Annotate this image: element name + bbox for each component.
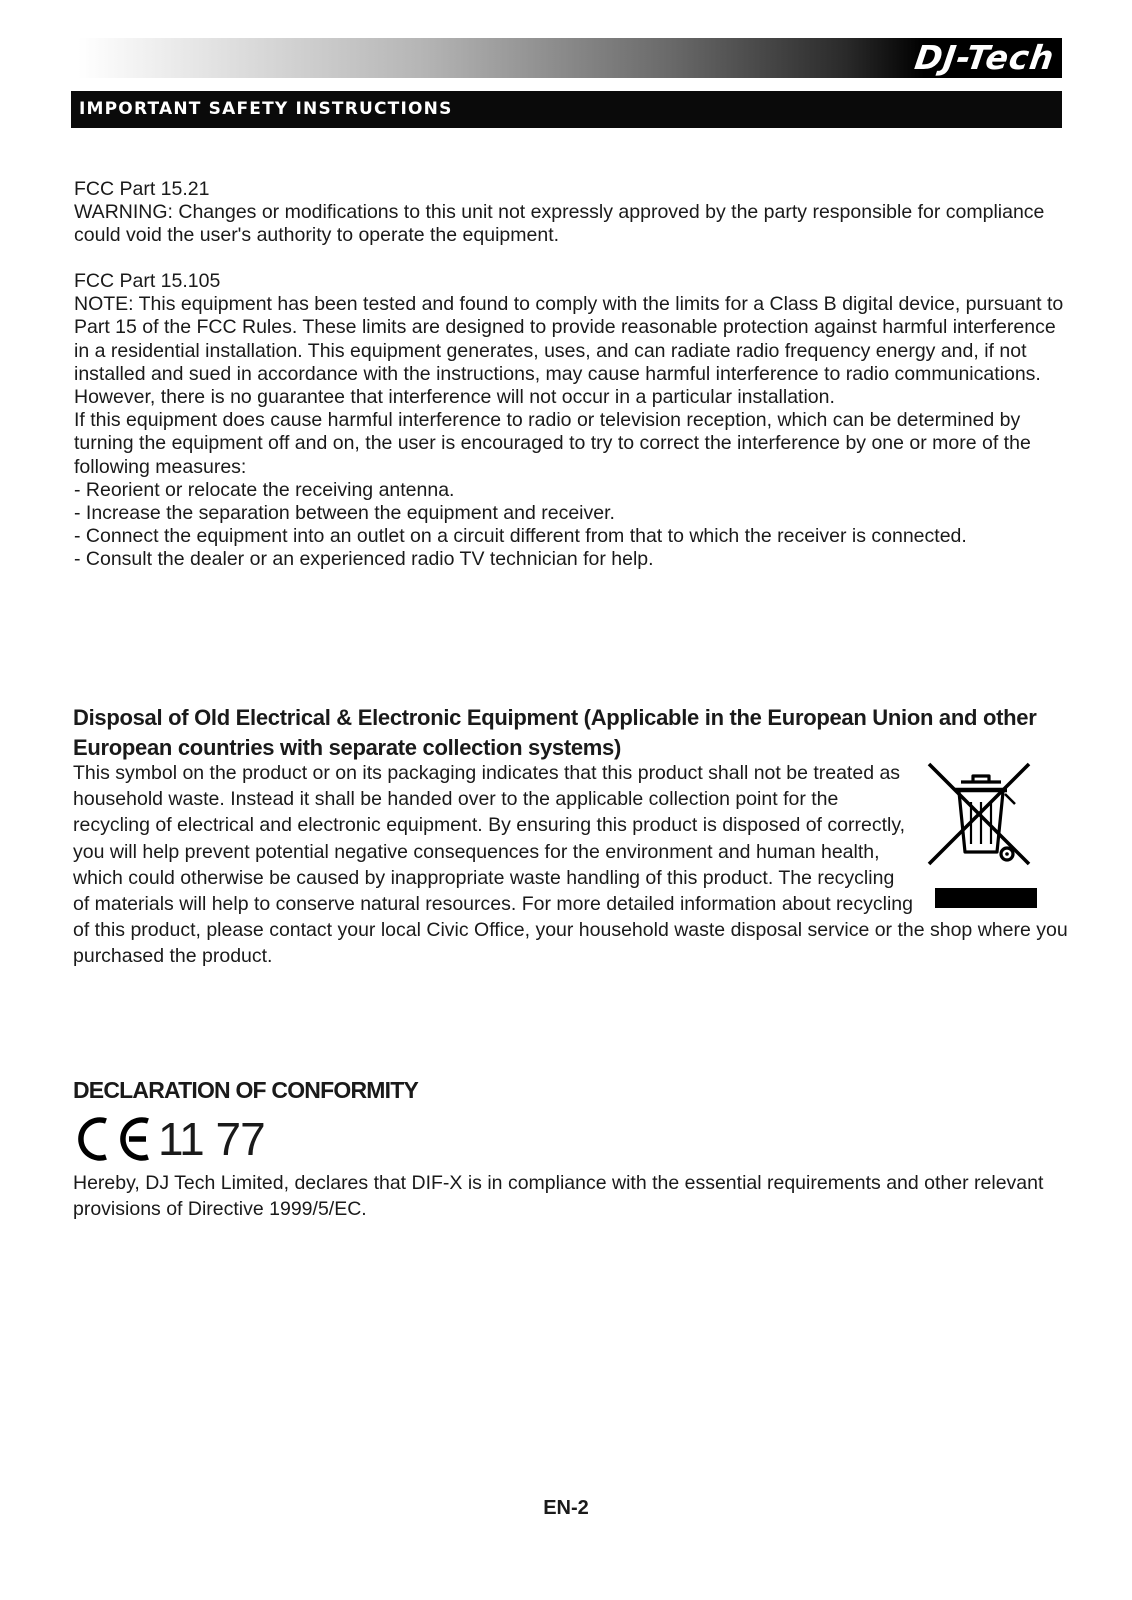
disposal-section (73, 760, 1073, 970)
ce-marking (72, 1112, 265, 1166)
fcc-measure-item: - Increase the separation between the equipment and receiver. (74, 502, 615, 525)
declaration-body: Hereby, DJ Tech Limited, declares that DIF-X is in compliance with the essential requirements and other relevant provisions of Directive 1999/5/EC. (73, 1172, 1044, 1220)
ce-notified-body-number: 11 77 (158, 1113, 265, 1165)
fcc-part-15-105-section (74, 270, 1064, 572)
fcc-15-105-note: NOTE: This equipment has been tested and found to comply with the limits for a Class B digital device, pursuant to Part 15 of the FCC Rules. These limits are designed to provide reasonable protection against harmful interference in a residential installation. This equipment generates, uses, and can radiate radio frequency energy and, if not installed and sued in accordance with the instructions, may cause harmful interference to radio communications. However, there is no guarantee that interference will not occur in a particular installation. (74, 293, 1064, 409)
dj-tech-logo: DJ-Tech (912, 38, 1057, 77)
crossed-out-wheelie-bin-icon (925, 760, 1037, 908)
fcc-15-105-interference-text: If this equipment does cause harmful interference to radio or television reception, which can be determined by turning the equipment off and on, the user is encouraged to try to correct the interference by one or more of the following measures: (74, 409, 1031, 478)
section-title-bar: IMPORTANT SAFETY INSTRUCTIONS (71, 91, 1062, 128)
page-number: EN-2 (543, 1497, 589, 1519)
fcc-15-21-title: FCC Part 15.21 (74, 178, 210, 200)
disposal-title: Disposal of Old Electrical & Electronic Equipment (Applicable in the European Union and other European countries with separate collection systems) (73, 705, 1037, 760)
disposal-body-text: This symbol on the product or on its packaging indicates that this product shall not be treated as household waste. Instead it shall be handed over to the applicable collection point for the recycling of electrical and electronic equipment. By ensuring this product is disposed of correctly, you will help prevent potential negative consequences for the environment and human health, which could otherwise be caused by inappropriate waste handling of this product. The recycling of materials will help to conserve natural resources. For more detailed information about recycling of this product, please contact your local Civic Office, your household waste disposal service or the shop where you purchased the product. (73, 762, 1068, 968)
fcc-15-105-title: FCC Part 15.105 (74, 270, 221, 292)
declaration-title: DECLARATION OF CONFORMITY (73, 1077, 418, 1103)
header-gradient-bar (78, 38, 1062, 78)
fcc-15-21-warning: WARNING: Changes or modifications to this unit not expressly approved by the party responsible for compliance could void the user's authority to operate the equipment. (74, 201, 1045, 247)
fcc-measure-item: - Consult the dealer or an experienced radio TV technician for help. (74, 548, 654, 571)
ce-mark-icon (72, 1116, 152, 1162)
fcc-part-15-21-section (74, 178, 1064, 248)
fcc-measure-item: - Reorient or relocate the receiving antenna. (74, 478, 455, 501)
fcc-measure-item: - Connect the equipment into an outlet on a circuit different from that to which the receiver is connected. (74, 525, 967, 548)
